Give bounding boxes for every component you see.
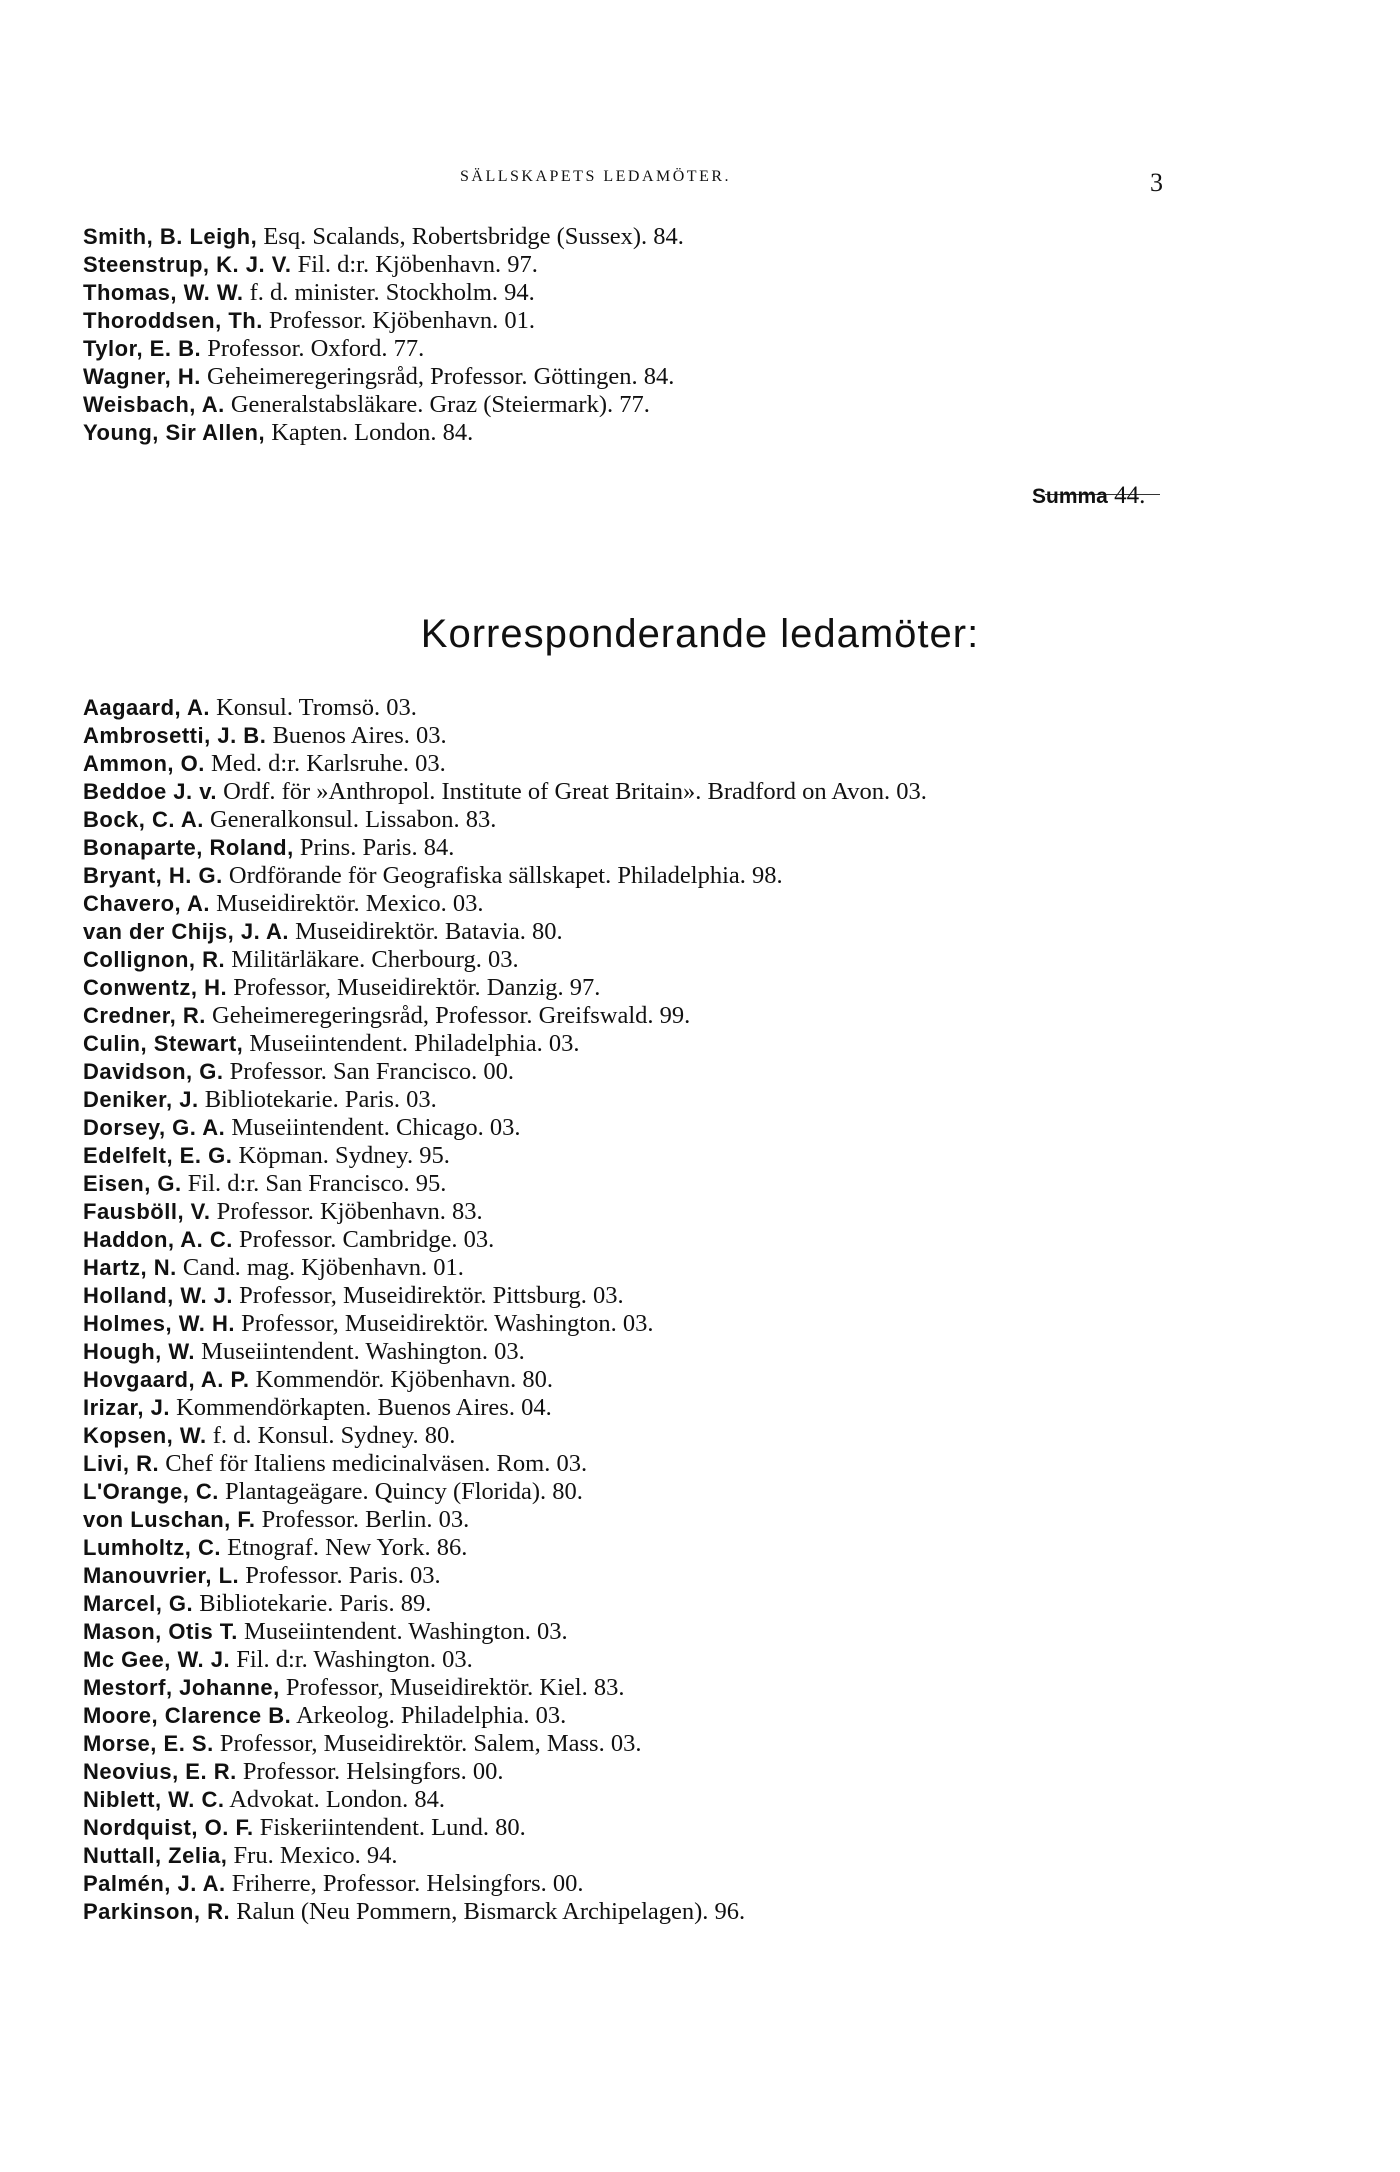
member-name: Mc Gee, W. J. bbox=[83, 1647, 231, 1672]
member-entry bbox=[83, 1394, 552, 1422]
member-name: Hough, W. bbox=[83, 1339, 196, 1364]
member-entry bbox=[83, 1086, 437, 1114]
member-entry bbox=[83, 974, 600, 1002]
member-details: Museiintendent. Chicago. 03. bbox=[231, 1114, 521, 1141]
member-name: Nordquist, O. F. bbox=[83, 1815, 254, 1840]
member-details: Kapten. London. 84. bbox=[271, 419, 474, 446]
member-entry bbox=[83, 806, 496, 834]
member-entry bbox=[83, 1898, 745, 1926]
member-name: Deniker, J. bbox=[83, 1087, 199, 1112]
member-name: Mestorf, Johanne, bbox=[83, 1675, 280, 1700]
summa-line bbox=[1032, 482, 1145, 510]
member-name: Steenstrup, K. J. V. bbox=[83, 252, 292, 277]
member-details: f. d. minister. Stockholm. 94. bbox=[249, 279, 535, 306]
member-details: Ordf. för »Anthropol. Institute of Great Britain». Bradford on Avon. 03. bbox=[223, 778, 927, 805]
member-entry bbox=[83, 946, 519, 974]
member-name: Ammon, O. bbox=[83, 751, 205, 776]
member-details: Fiskeriintendent. Lund. 80. bbox=[259, 1814, 526, 1841]
member-name: Kopsen, W. bbox=[83, 1423, 207, 1448]
member-entry bbox=[83, 750, 446, 778]
member-name: Collignon, R. bbox=[83, 947, 226, 972]
member-name: Chavero, A. bbox=[83, 891, 210, 916]
member-details: Museiintendent. Washington. 03. bbox=[201, 1338, 525, 1365]
member-name: van der Chijs, J. A. bbox=[83, 919, 290, 944]
member-details: Cand. mag. Kjöbenhavn. 01. bbox=[182, 1254, 464, 1281]
member-details: Geheimeregeringsråd, Professor. Göttingen. 84. bbox=[207, 363, 675, 390]
member-details: Professor. Oxford. 77. bbox=[207, 335, 425, 362]
member-entry bbox=[83, 1170, 446, 1198]
member-name: Young, Sir Allen, bbox=[83, 420, 266, 445]
member-entry bbox=[83, 1534, 467, 1562]
page-number: 3 bbox=[1150, 168, 1163, 197]
member-entry bbox=[83, 1422, 455, 1450]
member-name: Niblett, W. C. bbox=[83, 1787, 225, 1812]
member-entry bbox=[83, 1450, 587, 1478]
member-details: Advokat. London. 84. bbox=[229, 1786, 445, 1813]
member-entry bbox=[83, 834, 454, 862]
member-details: Professor, Museidirektör. Danzig. 97. bbox=[233, 974, 601, 1001]
section-heading: Korresponderande ledamöter: bbox=[420, 612, 980, 656]
member-name: Palmén, J. A. bbox=[83, 1871, 226, 1896]
member-entry bbox=[83, 1870, 584, 1898]
member-details: Generalstabsläkare. Graz (Steiermark). 77. bbox=[230, 391, 650, 418]
member-entry bbox=[83, 1310, 654, 1338]
member-entry bbox=[83, 1814, 526, 1842]
member-name: Dorsey, G. A. bbox=[83, 1115, 226, 1140]
member-name: Bryant, H. G. bbox=[83, 863, 223, 888]
member-details: Fil. d:r. San Francisco. 95. bbox=[187, 1170, 447, 1197]
member-details: Esq. Scalands, Robertsbridge (Sussex). 84. bbox=[263, 223, 684, 250]
member-details: Museiintendent. Washington. 03. bbox=[244, 1618, 568, 1645]
member-entry bbox=[83, 1030, 579, 1058]
member-entry bbox=[83, 1002, 690, 1030]
member-entry bbox=[83, 1702, 566, 1730]
member-details: f. d. Konsul. Sydney. 80. bbox=[212, 1422, 456, 1449]
member-entry bbox=[83, 1618, 568, 1646]
member-details: Friherre, Professor. Helsingfors. 00. bbox=[231, 1870, 584, 1897]
member-name: Manouvrier, L. bbox=[83, 1563, 240, 1588]
member-name: Irizar, J. bbox=[83, 1395, 170, 1420]
member-entry bbox=[83, 1562, 441, 1590]
member-details: Plantageägare. Quincy (Florida). 80. bbox=[225, 1478, 583, 1505]
member-details: Professor, Museidirektör. Pittsburg. 03. bbox=[239, 1282, 624, 1309]
running-head: SÄLLSKAPETS LEDAMÖTER. bbox=[460, 168, 732, 185]
member-name: Thomas, W. W. bbox=[83, 280, 244, 305]
member-details: Professor, Museidirektör. Washington. 03. bbox=[241, 1310, 654, 1337]
member-details: Professor. Cambridge. 03. bbox=[239, 1226, 495, 1253]
member-details: Professor. Paris. 03. bbox=[245, 1562, 441, 1589]
member-name: von Luschan, F. bbox=[83, 1507, 256, 1532]
member-details: Generalkonsul. Lissabon. 83. bbox=[209, 806, 497, 833]
member-entry bbox=[83, 1674, 624, 1702]
member-name: Morse, E. S. bbox=[83, 1731, 214, 1756]
member-entry bbox=[83, 1758, 503, 1786]
member-name: Marcel, G. bbox=[83, 1591, 194, 1616]
member-details: Ordförande för Geografiska sällskapet. Philadelphia. 98. bbox=[228, 862, 783, 889]
member-details: Prins. Paris. 84. bbox=[299, 834, 455, 861]
member-name: Tylor, E. B. bbox=[83, 336, 202, 361]
member-name: Edelfelt, E. G. bbox=[83, 1143, 233, 1168]
member-entry bbox=[83, 251, 538, 279]
member-details: Arkeolog. Philadelphia. 03. bbox=[296, 1702, 567, 1729]
member-details: Museiintendent. Philadelphia. 03. bbox=[249, 1030, 580, 1057]
member-name: Credner, R. bbox=[83, 1003, 206, 1028]
member-details: Konsul. Tromsö. 03. bbox=[216, 694, 417, 721]
member-name: Hovgaard, A. P. bbox=[83, 1367, 250, 1392]
member-name: Weisbach, A. bbox=[83, 392, 225, 417]
member-entry bbox=[83, 778, 927, 806]
member-name: Hartz, N. bbox=[83, 1255, 177, 1280]
member-name: Nuttall, Zelia, bbox=[83, 1843, 228, 1868]
member-entry bbox=[83, 1254, 464, 1282]
member-entry bbox=[83, 391, 650, 419]
member-name: Mason, Otis T. bbox=[83, 1619, 238, 1644]
member-details: Geheimeregeringsråd, Professor. Greifswald. 99. bbox=[212, 1002, 691, 1029]
member-entry bbox=[83, 363, 674, 391]
member-details: Köpman. Sydney. 95. bbox=[238, 1142, 450, 1169]
member-name: Bock, C. A. bbox=[83, 807, 204, 832]
member-name: Neovius, E. R. bbox=[83, 1759, 237, 1784]
member-name: Moore, Clarence B. bbox=[83, 1703, 292, 1728]
member-name: Davidson, G. bbox=[83, 1059, 224, 1084]
member-name: Lumholtz, C. bbox=[83, 1535, 221, 1560]
member-details: Kommendör. Kjöbenhavn. 80. bbox=[255, 1366, 553, 1393]
member-entry bbox=[83, 1730, 641, 1758]
member-entry bbox=[83, 1590, 431, 1618]
member-name: Haddon, A. C. bbox=[83, 1227, 233, 1252]
member-entry bbox=[83, 1366, 553, 1394]
member-name: Ambrosetti, J. B. bbox=[83, 723, 267, 748]
member-name: Eisen, G. bbox=[83, 1171, 182, 1196]
member-details: Chef för Italiens medicinalväsen. Rom. 03. bbox=[165, 1450, 588, 1477]
member-name: Parkinson, R. bbox=[83, 1899, 231, 1924]
member-entry bbox=[83, 1478, 583, 1506]
member-entry bbox=[83, 1282, 624, 1310]
member-entry bbox=[83, 1646, 473, 1674]
member-entry bbox=[83, 722, 447, 750]
member-details: Professor. Helsingfors. 00. bbox=[242, 1758, 504, 1785]
member-details: Ralun (Neu Pommern, Bismarck Archipelagen). 96. bbox=[236, 1898, 746, 1925]
member-name: Wagner, H. bbox=[83, 364, 201, 389]
member-name: Holland, W. J. bbox=[83, 1283, 234, 1308]
member-entry bbox=[83, 1198, 483, 1226]
member-details: Bibliotekarie. Paris. 03. bbox=[204, 1086, 437, 1113]
member-name: Culin, Stewart, bbox=[83, 1031, 244, 1056]
member-entry bbox=[83, 1114, 521, 1142]
member-name: Livi, R. bbox=[83, 1451, 160, 1476]
member-entry bbox=[83, 1786, 445, 1814]
member-details: Etnograf. New York. 86. bbox=[227, 1534, 468, 1561]
member-entry bbox=[83, 1142, 450, 1170]
member-name: Beddoe J. v. bbox=[83, 779, 217, 804]
summa-value: 44. bbox=[1114, 482, 1146, 509]
member-name: Holmes, W. H. bbox=[83, 1311, 235, 1336]
member-details: Professor, Museidirektör. Kiel. 83. bbox=[285, 1674, 625, 1701]
member-entry bbox=[83, 223, 684, 251]
member-details: Professor, Museidirektör. Salem, Mass. 03. bbox=[219, 1730, 642, 1757]
member-name: Smith, B. Leigh, bbox=[83, 224, 258, 249]
member-details: Buenos Aires. 03. bbox=[272, 722, 447, 749]
member-name: Thoroddsen, Th. bbox=[83, 308, 263, 333]
member-entry bbox=[83, 335, 424, 363]
member-details: Museidirektör. Batavia. 80. bbox=[295, 918, 563, 945]
member-details: Militärläkare. Cherbourg. 03. bbox=[231, 946, 519, 973]
member-details: Professor. Kjöbenhavn. 01. bbox=[268, 307, 536, 334]
member-entry bbox=[83, 419, 473, 447]
summa-label: Summa bbox=[1032, 485, 1108, 508]
member-name: Conwentz, H. bbox=[83, 975, 228, 1000]
member-entry bbox=[83, 1506, 469, 1534]
member-name: L'Orange, C. bbox=[83, 1479, 219, 1504]
member-entry bbox=[83, 890, 484, 918]
member-details: Bibliotekarie. Paris. 89. bbox=[199, 1590, 432, 1617]
member-details: Fru. Mexico. 94. bbox=[233, 1842, 398, 1869]
member-name: Fausböll, V. bbox=[83, 1199, 211, 1224]
member-details: Professor. Kjöbenhavn. 83. bbox=[216, 1198, 483, 1225]
member-entry bbox=[83, 1058, 514, 1086]
member-entry bbox=[83, 1338, 525, 1366]
member-entry bbox=[83, 1842, 398, 1870]
member-entry bbox=[83, 279, 535, 307]
member-entry bbox=[83, 1226, 494, 1254]
member-name: Bonaparte, Roland, bbox=[83, 835, 294, 860]
member-details: Professor. Berlin. 03. bbox=[261, 1506, 470, 1533]
member-name: Aagaard, A. bbox=[83, 695, 210, 720]
member-details: Med. d:r. Karlsruhe. 03. bbox=[210, 750, 446, 777]
member-entry bbox=[83, 918, 563, 946]
member-details: Fil. d:r. Washington. 03. bbox=[236, 1646, 473, 1673]
member-entry bbox=[83, 694, 417, 722]
member-details: Fil. d:r. Kjöbenhavn. 97. bbox=[297, 251, 538, 278]
member-details: Museidirektör. Mexico. 03. bbox=[216, 890, 484, 917]
member-details: Professor. San Francisco. 00. bbox=[229, 1058, 515, 1085]
member-entry bbox=[83, 862, 783, 890]
member-details: Kommendörkapten. Buenos Aires. 04. bbox=[176, 1394, 552, 1421]
member-entry bbox=[83, 307, 535, 335]
